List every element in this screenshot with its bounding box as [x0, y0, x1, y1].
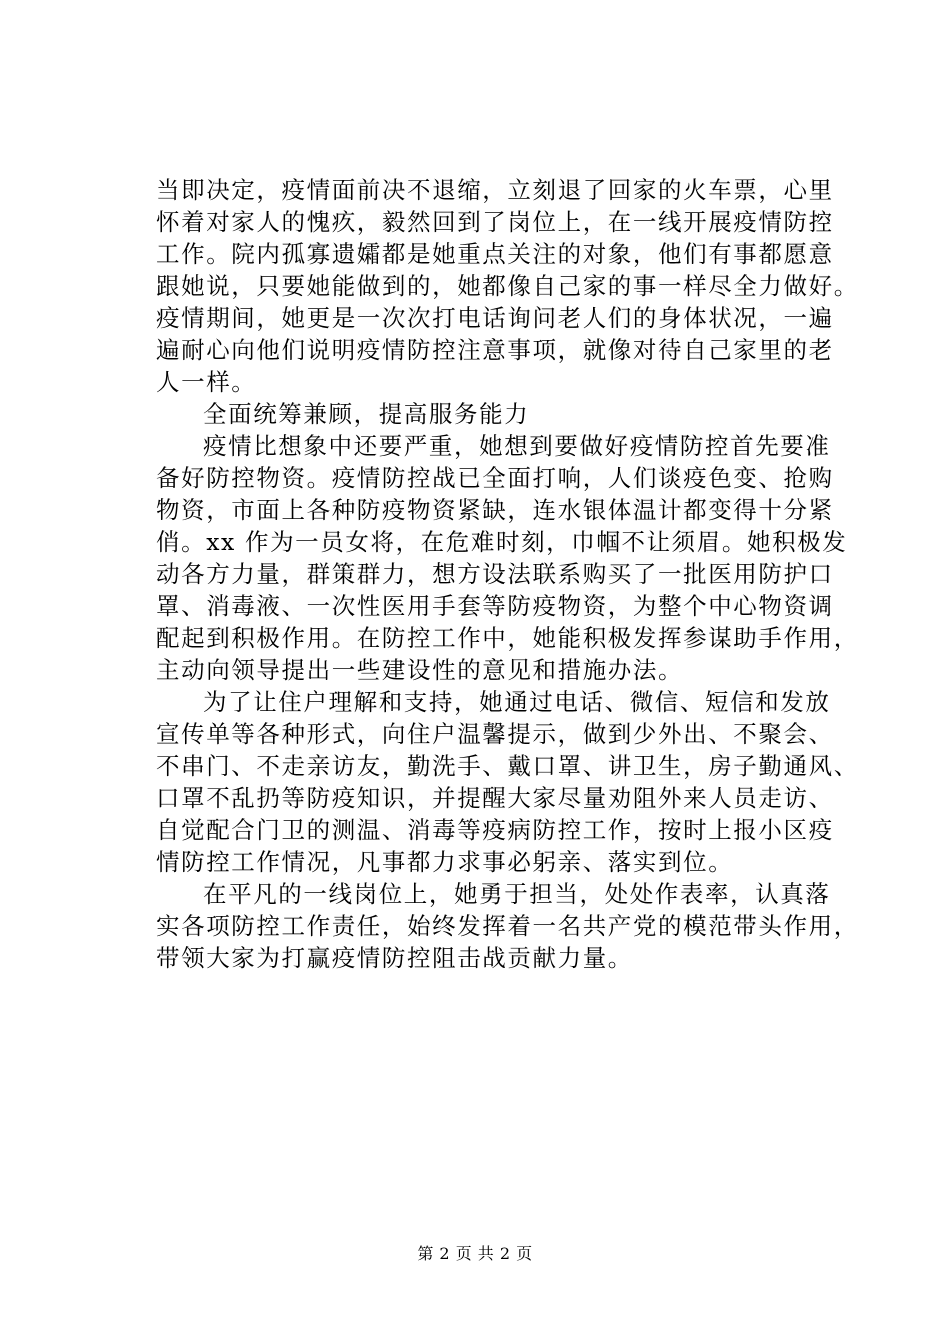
paragraph-first-line: 为了让住户理解和支持，她通过电话、微信、短信和发放 — [203, 688, 831, 716]
text-line: 俏。xx 作为一员女将，在危难时刻，巾帼不让须眉。她积极发 — [156, 528, 848, 556]
text-line: 宣传单等各种形式，向住户温馨提示，做到少外出、不聚会、 — [156, 720, 834, 748]
text-line: 主动向领导提出一些建设性的意见和措施办法。 — [156, 656, 684, 684]
text-line: 工作。院内孤寡遗孀都是她重点关注的对象，他们有事都愿意 — [156, 240, 834, 268]
text-line: 罩、消毒液、一次性医用手套等防疫物资，为整个中心物资调 — [156, 592, 834, 620]
paragraph-first-line: 疫情比想象中还要严重，她想到要做好疫情防控首先要准 — [203, 432, 831, 460]
text-line: 人一样。 — [156, 368, 257, 396]
text-line: 不串门、不走亲访友，勤洗手、戴口罩、讲卫生，房子勤通风、 — [156, 752, 859, 780]
page-number: 第 2 页 共 2 页 — [417, 1244, 533, 1263]
text-line: 配起到积极作用。在防控工作中，她能积极发挥参谋助手作用， — [156, 624, 859, 652]
document-body — [156, 174, 859, 974]
text-line: 怀着对家人的愧疚，毅然回到了岗位上，在一线开展疫情防控 — [156, 208, 834, 236]
text-line: 物资，市面上各种防疫物资紧缺，连水银体温计都变得十分紧 — [156, 496, 834, 524]
paragraph-first-line: 在平凡的一线岗位上，她勇于担当，处处作表率，认真落 — [203, 880, 831, 908]
text-line: 当即决定，疫情面前决不退缩，立刻退了回家的火车票，心里 — [156, 176, 834, 204]
text-line: 口罩不乱扔等防疫知识，并提醒大家尽量劝阻外来人员走访、 — [156, 784, 834, 812]
text-line: 遍耐心向他们说明疫情防控注意事项，就像对待自己家里的老 — [156, 336, 834, 364]
text-line: 疫情期间，她更是一次次打电话询问老人们的身体状况，一遍 — [156, 304, 834, 332]
page-footer — [0, 1242, 950, 1266]
text-line: 实各项防控工作责任，始终发挥着一名共产党的模范带头作用， — [156, 912, 859, 940]
section-heading: 全面统筹兼顾，提高服务能力 — [203, 400, 530, 428]
text-line: 自觉配合门卫的测温、消毒等疫病防控工作，按时上报小区疫 — [156, 816, 834, 844]
text-line: 动各方力量，群策群力，想方设法联系购买了一批医用防护口 — [156, 560, 834, 588]
text-line: 带领大家为打赢疫情防控阻击战贡献力量。 — [156, 944, 633, 972]
text-line: 备好防控物资。疫情防控战已全面打响，人们谈疫色变、抢购 — [156, 464, 834, 492]
text-line: 跟她说，只要她能做到的，她都像自己家的事一样尽全力做好。 — [156, 272, 859, 300]
text-line: 情防控工作情况，凡事都力求事必躬亲、落实到位。 — [156, 848, 734, 876]
